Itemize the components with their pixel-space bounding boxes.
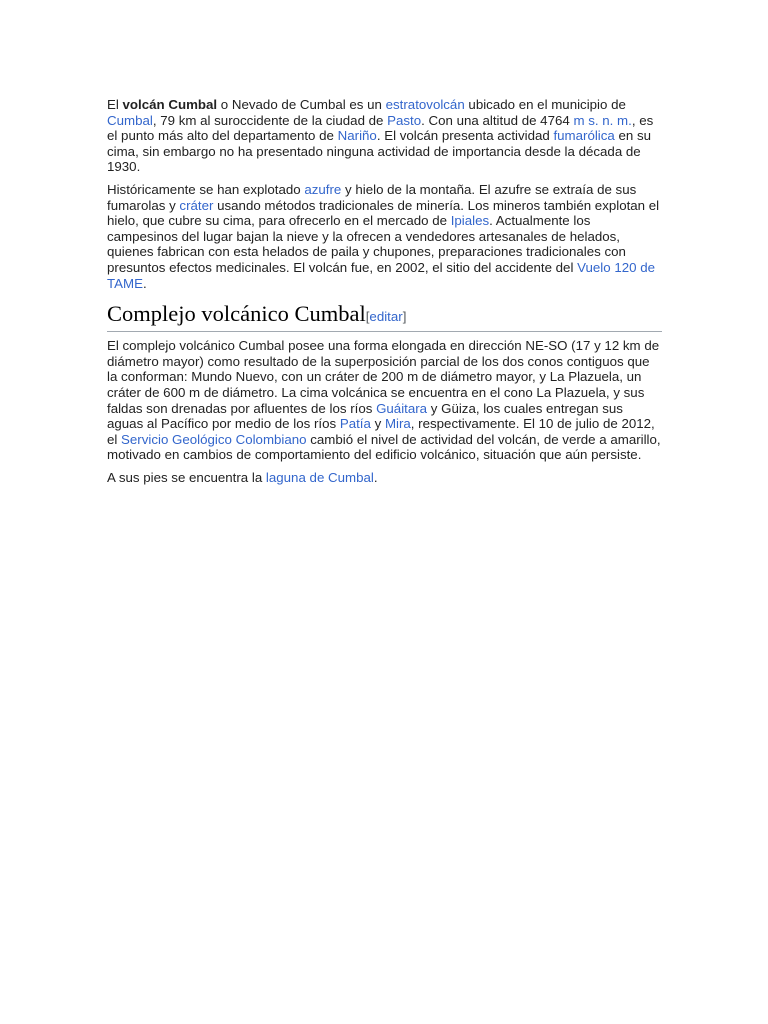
text-run: El complejo volcánico Cumbal posee una forma elongada en dirección NE-SO (17 y 12 km de diámetro mayor) como resultado de la superposición parcial de los dos conos contiguos que la conforman: Mundo Nuevo, con un cráter de 200 m de diámetro mayor, y La Plazuela, un cráter de 600 m de diámetro. La cima volcánica se encuentra en el cono La Plazuela, y sus faldas son drenadas por afluentes de los ríos: [107, 338, 660, 416]
history-paragraph: [107, 182, 662, 291]
link-mira[interactable]: Mira: [384, 416, 411, 432]
text-run: , es el punto más alto del departamento de: [107, 112, 654, 144]
lagoon-paragraph: [107, 470, 662, 486]
intro-paragraph: [107, 97, 662, 175]
text-run: .: [373, 469, 378, 485]
text-run: El: [107, 97, 123, 112]
text-run: .: [142, 275, 147, 291]
edit-link[interactable]: editar: [369, 309, 403, 325]
text-run: Históricamente se han explotado: [107, 181, 305, 197]
section-title: Complejo volcánico Cumbal: [107, 301, 366, 327]
link-ipiales[interactable]: Ipiales: [450, 213, 490, 229]
text-run: . Con una altitud de 4764: [421, 112, 574, 128]
edit-section: [366, 309, 407, 324]
bold-term: volcán Cumbal: [122, 97, 218, 112]
text-run: y hielo de la montaña. El azufre se extraía de sus fumarolas y: [107, 181, 637, 213]
text-run: usando métodos tradicionales de minería. Los mineros también explotan el hielo, que cubre su cima, para ofrecerlo en el mercado de: [107, 197, 660, 229]
complex-paragraph: [107, 338, 662, 463]
link-msnm[interactable]: m s. n. m.: [573, 112, 632, 128]
text-run: cambió el nivel de actividad del volcán, de verde a amarillo, motivado en cambios de comportamiento del edificio volcánico, situación que aún persiste.: [107, 431, 661, 463]
section-heading: [107, 301, 662, 332]
link-estratovolcan[interactable]: estratovolcán: [385, 97, 465, 112]
article-body: [107, 97, 662, 492]
link-servicio-geologico[interactable]: Servicio Geológico Colombiano: [121, 431, 307, 447]
link-vuelo-120-tame[interactable]: Vuelo 120 de TAME: [107, 259, 655, 291]
text-run: y Güiza, los cuales entregan sus aguas al Pacífico por medio de los ríos: [107, 400, 623, 432]
text-run: . El volcán presenta actividad: [376, 128, 554, 144]
link-fumarolica[interactable]: fumarólica: [553, 128, 615, 144]
text-run: A sus pies se encuentra la: [107, 469, 266, 485]
edit-bracket-open: [: [365, 309, 370, 325]
link-patia[interactable]: Patía: [339, 416, 371, 432]
link-azufre[interactable]: azufre: [304, 181, 342, 197]
text-run: , 79 km al suroccidente de la ciudad de: [152, 112, 388, 128]
link-crater[interactable]: cráter: [179, 197, 214, 213]
edit-bracket-close: ]: [402, 309, 407, 325]
text-run: . Actualmente los campesinos del lugar bajan la nieve y la ofrecen a vendedores artesanales de helados, quienes fabrican con esta helados de paila y chupones, preparaciones tradicionales con presuntos efectos medicinales. El volcán fue, en 2002, el sitio del accidente del: [107, 213, 626, 275]
text-run: ubicado en el municipio de: [464, 97, 626, 112]
link-guaitara[interactable]: Guáitara: [376, 400, 428, 416]
link-pasto[interactable]: Pasto: [387, 112, 422, 128]
text-run: , respectivamente. El 10 de julio de 2012, el: [107, 416, 655, 447]
link-narino[interactable]: Nariño: [337, 128, 377, 144]
text-run: y: [370, 416, 385, 432]
link-laguna-cumbal[interactable]: laguna de Cumbal: [265, 469, 374, 485]
link-cumbal[interactable]: Cumbal: [107, 112, 153, 128]
text-run: o Nevado de Cumbal es un: [217, 97, 386, 112]
text-run: en su cima, sin embargo no ha presentado ninguna actividad de importancia desde la década de 1930.: [107, 128, 652, 175]
